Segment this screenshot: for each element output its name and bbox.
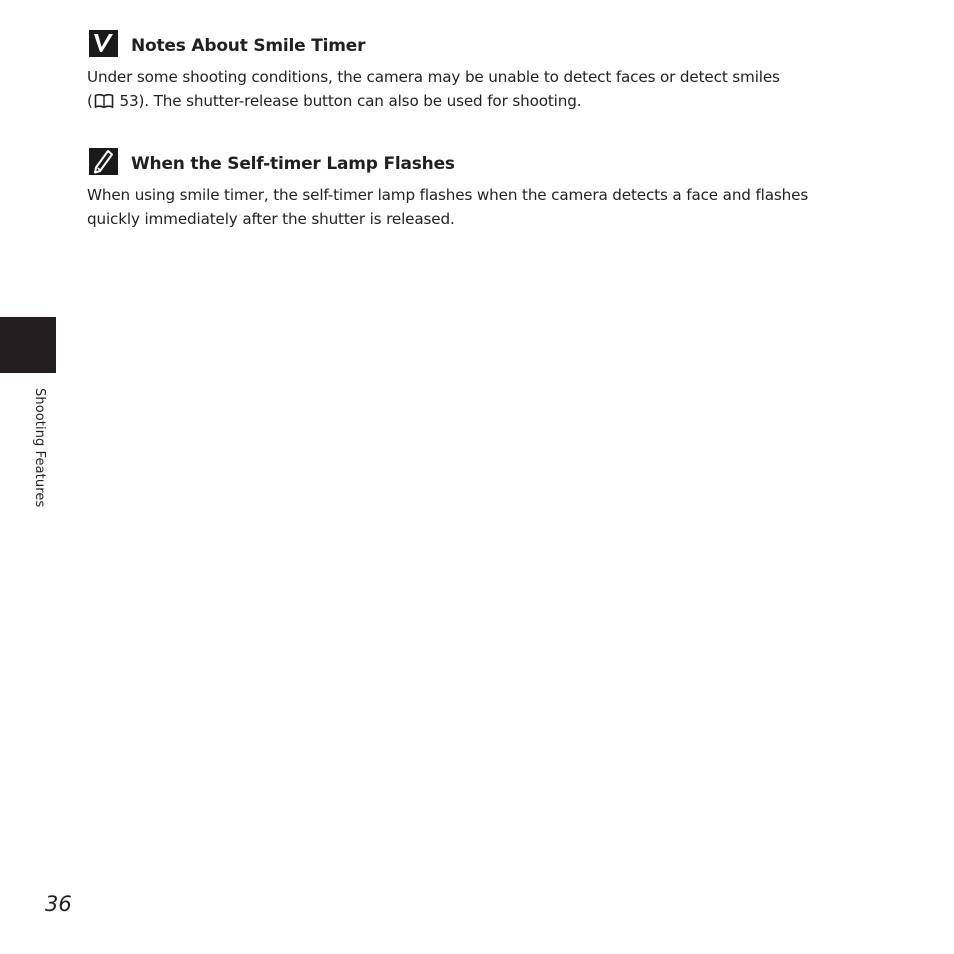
pencil-note-icon xyxy=(89,148,118,175)
note-self-timer-lamp xyxy=(87,148,857,231)
page-number: 36 xyxy=(45,892,72,916)
note-title: Notes About Smile Timer xyxy=(131,36,366,56)
note-body-reference: 53). The shutter-release button can also be used for shooting. xyxy=(119,92,582,110)
note-body: When using smile timer, the self-timer lamp flashes when the camera detects a face and flashes quickly immediately after the shutter is released. xyxy=(87,186,809,228)
note-title: When the Self-timer Lamp Flashes xyxy=(131,154,455,174)
check-note-icon xyxy=(89,30,118,57)
book-reference-icon xyxy=(94,92,114,116)
note-body xyxy=(87,65,857,116)
note-header xyxy=(87,148,857,178)
note-header xyxy=(87,30,857,60)
note-body-line: Under some shooting conditions, the camera may be unable to detect faces or detect smiles xyxy=(87,68,780,86)
note-smile-timer xyxy=(87,30,857,116)
chapter-tab-label: Shooting Features xyxy=(32,388,47,508)
note-body-paren: ( xyxy=(87,92,93,110)
chapter-tab-marker xyxy=(0,317,56,373)
